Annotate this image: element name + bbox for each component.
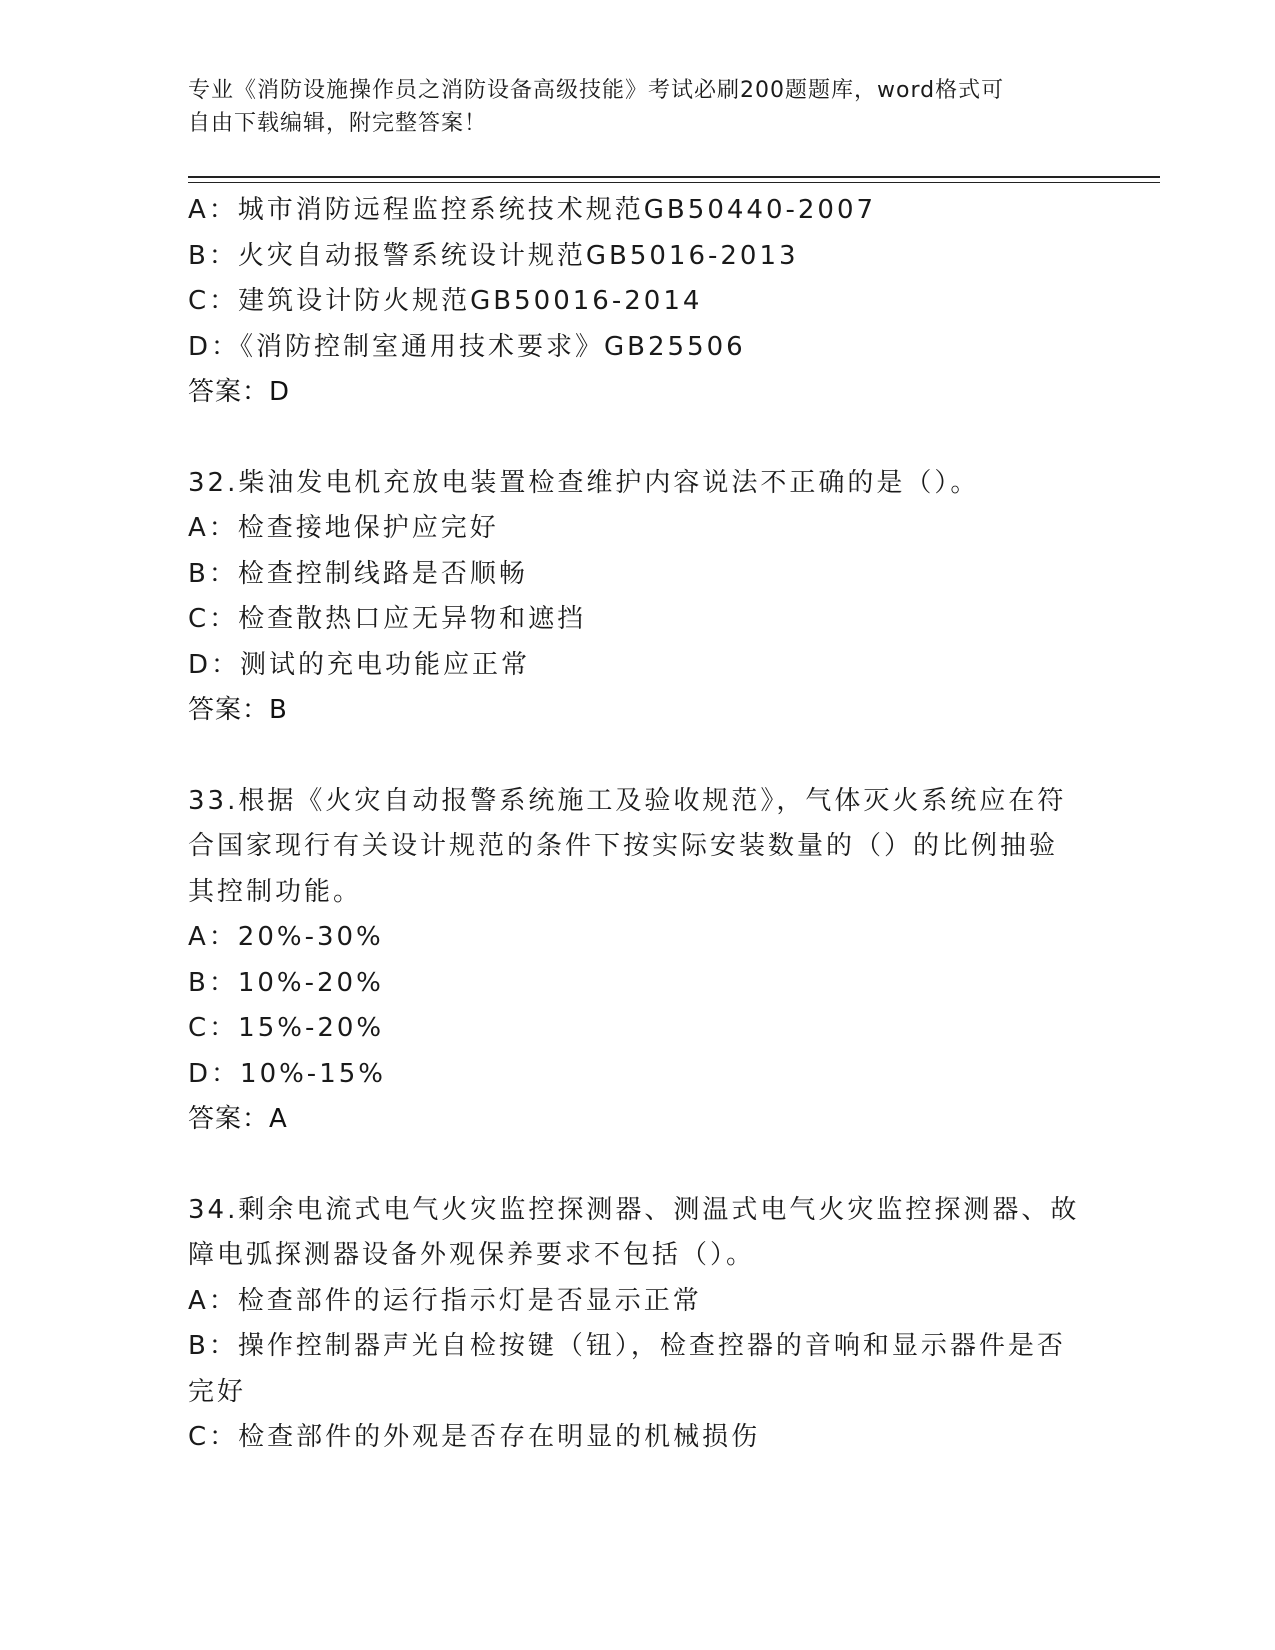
header-line-2: 自由下载编辑，附完整答案！ <box>188 111 488 136</box>
option-c: C：检查部件的外观是否存在明显的机械损伤 <box>188 1422 761 1452</box>
option-b: B：操作控制器声光自检按键（钮），检查控器的音响和显示器件是否 <box>188 1331 1066 1361</box>
question-list <box>188 188 1088 1461</box>
option-b: B：10%-20% <box>188 967 384 998</box>
option-d: D：10%-15% <box>188 1058 386 1089</box>
option-d: D：《消防控制室通用技术要求》GB25506 <box>188 331 746 362</box>
document-header <box>188 74 1068 140</box>
answer: 答案：D <box>188 377 291 407</box>
question-34 <box>188 1188 1088 1461</box>
option-a: A：检查接地保护应完好 <box>188 513 499 543</box>
question-title: 32.柴油发电机充放电装置检查维护内容说法不正确的是（）。 <box>188 467 980 498</box>
question-32 <box>188 461 1088 734</box>
header-line-1: 专业《消防设施操作员之消防设备高级技能》考试必刷200题题库，word格式可 <box>188 78 1005 103</box>
spacer <box>188 734 1088 779</box>
question-title-line-2: 合国家现行有关设计规范的条件下按实际安装数量的（）的比例抽验 <box>188 831 1059 861</box>
answer: 答案：B <box>188 695 288 725</box>
option-b: B：火灾自动报警系统设计规范GB5016-2013 <box>188 240 799 271</box>
answer: 答案：A <box>188 1104 288 1134</box>
option-a: A：20%-30% <box>188 922 384 952</box>
option-c: C：15%-20% <box>188 1013 385 1043</box>
spacer <box>188 1143 1088 1188</box>
question-title-line-1: 34.剩余电流式电气火灾监控探测器、测温式电气火灾监控探测器、故 <box>188 1194 1080 1225</box>
option-d: D：测试的充电功能应正常 <box>188 649 531 680</box>
option-a: A：检查部件的运行指示灯是否显示正常 <box>188 1285 702 1316</box>
header-rule-thick <box>188 176 1160 178</box>
question-33 <box>188 779 1088 1143</box>
option-a: A：城市消防远程监控系统技术规范GB50440-2007 <box>188 195 877 225</box>
header-rule-thin <box>188 182 1160 183</box>
question-title-line-3: 其控制功能。 <box>188 876 363 907</box>
spacer <box>188 416 1088 461</box>
option-b-continued: 完好 <box>188 1376 247 1407</box>
option-c: C：建筑设计防火规范GB50016-2014 <box>188 286 703 316</box>
option-c: C：检查散热口应无异物和遮挡 <box>188 604 587 634</box>
question-title-line-2: 障电弧探测器设备外观保养要求不包括（）。 <box>188 1240 756 1270</box>
question-31 <box>188 188 1088 416</box>
question-title-line-1: 33.根据《火灾自动报警系统施工及验收规范》，气体灭火系统应在符 <box>188 785 1067 816</box>
option-b: B：检查控制线路是否顺畅 <box>188 558 528 589</box>
